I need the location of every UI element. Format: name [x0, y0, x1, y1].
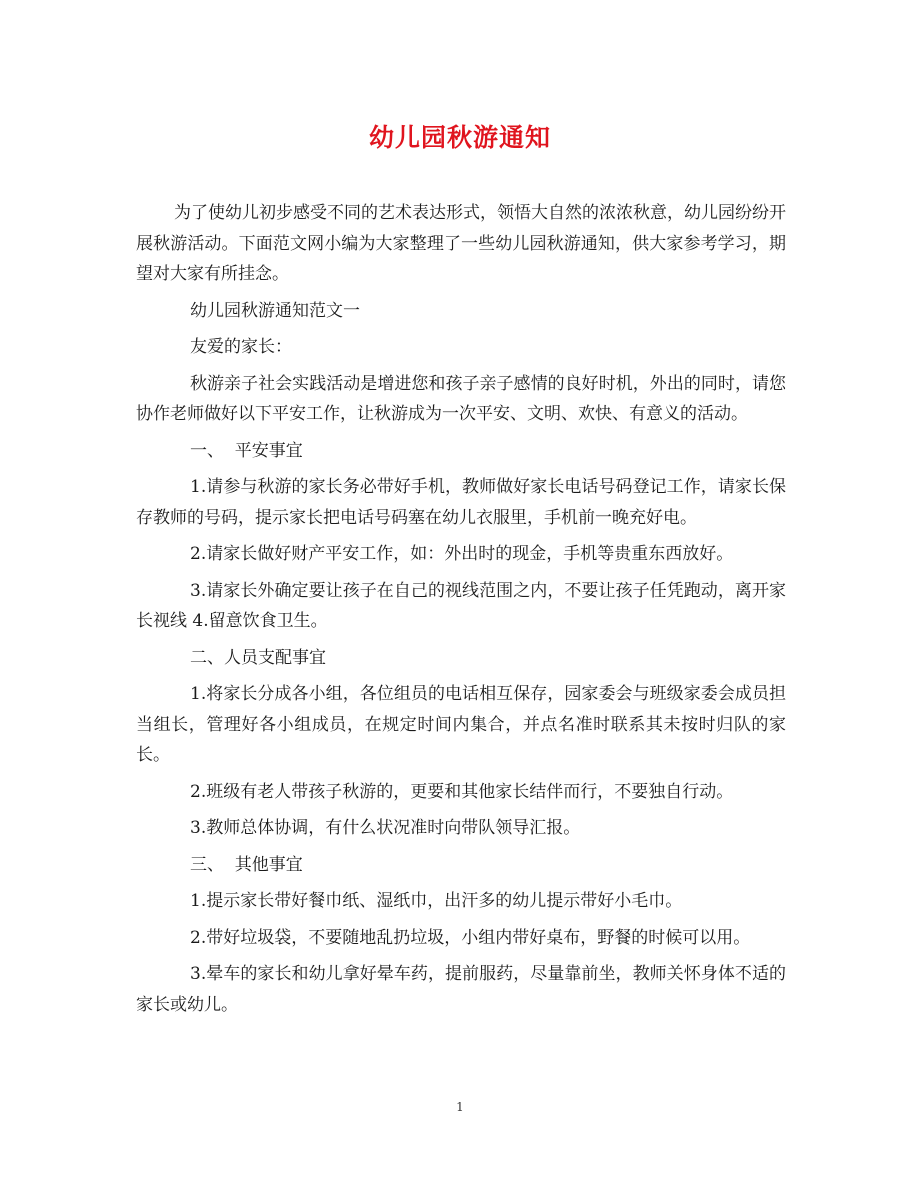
page-number: 1 — [456, 1100, 464, 1114]
other-item-2: 2.带好垃圾袋，不要随地乱扔垃圾，小组内带好桌布，野餐的时候可以用。 — [190, 927, 751, 948]
salutation: 友爱的家长： — [190, 337, 292, 357]
document-body — [136, 198, 786, 1026]
section-heading-other: 三、 其他事宜 — [190, 854, 303, 875]
notice-paragraph: 秋游亲子社会实践活动是增进您和孩子亲子感情的良好时机，外出的同时，请您协作老师做好以下平安工作，让秋游成为一次平安、文明、欢快、有意义的活动。 — [136, 373, 786, 424]
section-heading-safety: 一、 平安事宜 — [190, 440, 303, 461]
intro-paragraph: 为了使幼儿初步感受不同的艺术表达形式，领悟大自然的浓浓秋意，幼儿园纷纷开展秋游活动。下面范文网小编为大家整理了一些幼儿园秋游通知，供大家参考学习，期望对大家有所挂念。 — [136, 203, 786, 284]
safety-item-1: 1.请参与秋游的家长务必带好手机，教师做好家长电话号码登记工作，请家长保存教师的号码，提示家长把电话号码塞在幼儿衣服里，手机前一晚充好电。 — [136, 477, 786, 528]
document-title: 幼儿园秋游通知 — [368, 123, 551, 152]
staff-item-2: 2.班级有老人带孩子秋游的，更要和其他家长结伴而行，不要独自行动。 — [190, 781, 734, 802]
sample-heading: 幼儿园秋游通知范文一 — [190, 300, 360, 321]
section-heading-staff: 二、人员支配事宜 — [190, 647, 326, 668]
other-item-3: 3.晕车的家长和幼儿拿好晕车药，提前服药，尽量靠前坐，教师关怀身体不适的家长或幼儿。 — [136, 964, 786, 1015]
staff-item-1: 1.将家长分成各小组，各位组员的电话相互保存，园家委会与班级家委会成员担当组长，管理好各小组成员，在规定时间内集合，并点名准时联系其未按时归队的家长。 — [136, 684, 786, 765]
safety-item-2: 2.请家长做好财产平安工作，如：外出时的现金，手机等贵重东西放好。 — [190, 544, 734, 564]
safety-item-3: 3.请家长外确定要让孩子在自己的视线范围之内，不要让孩子任凭跑动，离开家长视线 4.留意饮食卫生。 — [136, 580, 786, 631]
staff-item-3: 3.教师总体协调，有什么状况准时向带队领导汇报。 — [190, 818, 581, 838]
other-item-1: 1.提示家长带好餐巾纸、湿纸巾，出汗多的幼儿提示带好小毛巾。 — [190, 891, 683, 911]
